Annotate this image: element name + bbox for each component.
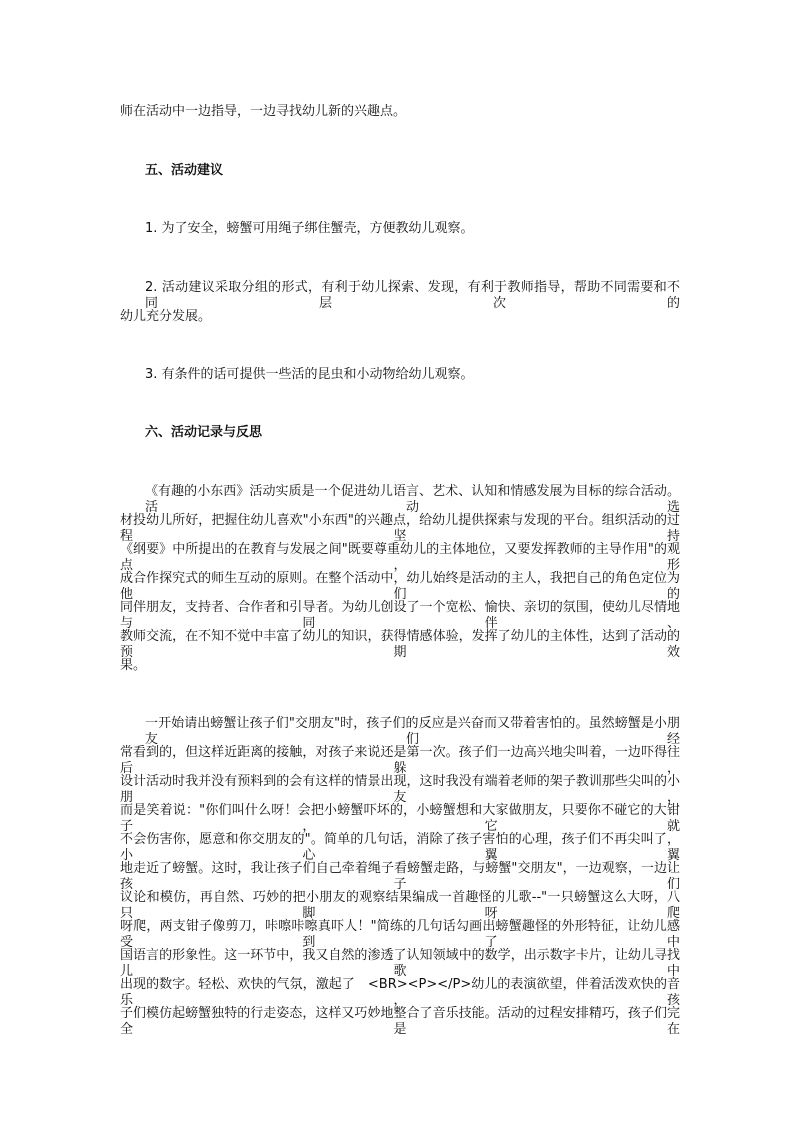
reflection-p2-line-10: 出现的数字。轻松、欢快的气氛，激起了 <BR><P></P>幼儿的表演欲望，伴着活泼欢快的音乐，孩 xyxy=(120,977,680,1008)
section-heading-6: 六、活动记录与反思 xyxy=(145,425,263,440)
reflection-p2-line-7: 议论和模仿，再自然、巧妙的把小朋友的观察结果编成一首趣怪的儿歌--"一只螃蟹这么大呀，八只脚呀爬 xyxy=(120,890,680,921)
reflection-p1-line-2: 材投幼儿所好，把握住幼儿喜欢"小东西"的兴趣点，给幼儿提供探索与发现的平台。组织活动的过程坚持 xyxy=(120,513,680,544)
suggestion-2-line-2: 幼儿充分发展。 xyxy=(120,309,212,324)
paragraph-line: 师在活动中一边指导，一边寻找幼儿新的兴趣点。 xyxy=(120,104,407,119)
reflection-p1-line-5: 同伴朋友，支持者、合作者和引导者。为幼儿创设了一个宽松、愉快、亲切的氛围，使幼儿尽情地与同伴、 xyxy=(120,600,680,631)
reflection-p1-line-1: 《有趣的小东西》活动实质是一个促进幼儿语言、艺术、认知和情感发展为目标的综合活动。活动选 xyxy=(145,484,680,515)
reflection-p2-line-3: 设计活动时我并没有预料到的会有这样的情景出现，这时我没有端着老师的架子教训那些尖叫的小朋友， xyxy=(120,774,680,805)
reflection-p1-line-6: 教师交流，在不知不觉中丰富了幼儿的知识，获得情感体验，发挥了幼儿的主体性，达到了活动的预期效 xyxy=(120,629,680,660)
reflection-p1-line-4: 成合作探究式的师生互动的原则。在整个活动中，幼儿始终是活动的主人，我把自己的角色定位为他们的 xyxy=(120,571,680,602)
reflection-p2-line-2: 常看到的，但这样近距离的接触，对孩子来说还是第一次。孩子们一边高兴地尖叫着，一边吓得往后躲， xyxy=(120,745,680,776)
section-heading-5: 五、活动建议 xyxy=(145,163,224,178)
suggestion-3: 3. 有条件的话可提供一些活的昆虫和小动物给幼儿观察。 xyxy=(145,367,474,382)
reflection-p2-line-11: 子们模仿起螃蟹独特的行走姿态，这样又巧妙地整合了音乐技能。活动的过程安排精巧，孩子们完全是在 xyxy=(120,1006,680,1037)
reflection-p2-line-4: 而是笑着说："你们叫什么呀！会把小螃蟹吓坏的，小螃蟹想和大家做朋友，只要你不碰它的大钳子，它就 xyxy=(120,803,680,834)
suggestion-1: 1. 为了安全，螃蟹可用绳子绑住蟹壳，方便教幼儿观察。 xyxy=(145,221,474,236)
reflection-p2-line-5: 不会伤害你，愿意和你交朋友的"。简单的几句话，消除了孩子害怕的心理，孩子们不再尖叫了，小心翼翼 xyxy=(120,832,680,863)
reflection-p2-line-9: 国语言的形象性。这一环节中，我又自然的渗透了认知领域中的数学，出示数字卡片，让幼儿寻找儿歌中 xyxy=(120,948,680,979)
reflection-p1-line-3: 《纲要》中所提出的在教育与发展之间"既要尊重幼儿的主体地位，又要发挥教师的主导作用"的观点，形 xyxy=(120,542,680,573)
reflection-p2-line-8: 呀爬，两支钳子像剪刀，咔嚓咔嚓真吓人！"简练的几句话勾画出螃蟹趣怪的外形特征，让幼儿感受到了中 xyxy=(120,919,680,950)
suggestion-2-line-1: 2. 活动建议采取分组的形式，有利于幼儿探索、发现，有利于教师指导，帮助不同需要和不同层次的 xyxy=(145,280,680,311)
reflection-p1-line-7: 果。 xyxy=(120,658,147,673)
reflection-p2-line-1: 一开始请出螃蟹让孩子们"交朋友"时，孩子们的反应是兴奋而又带着害怕的。虽然螃蟹是小朋友们经 xyxy=(145,716,680,747)
reflection-p2-line-6: 地走近了螃蟹。这时，我让孩子们自己牵着绳子看螃蟹走路，与螃蟹"交朋友"，一边观察，一边让孩子们 xyxy=(120,861,680,892)
